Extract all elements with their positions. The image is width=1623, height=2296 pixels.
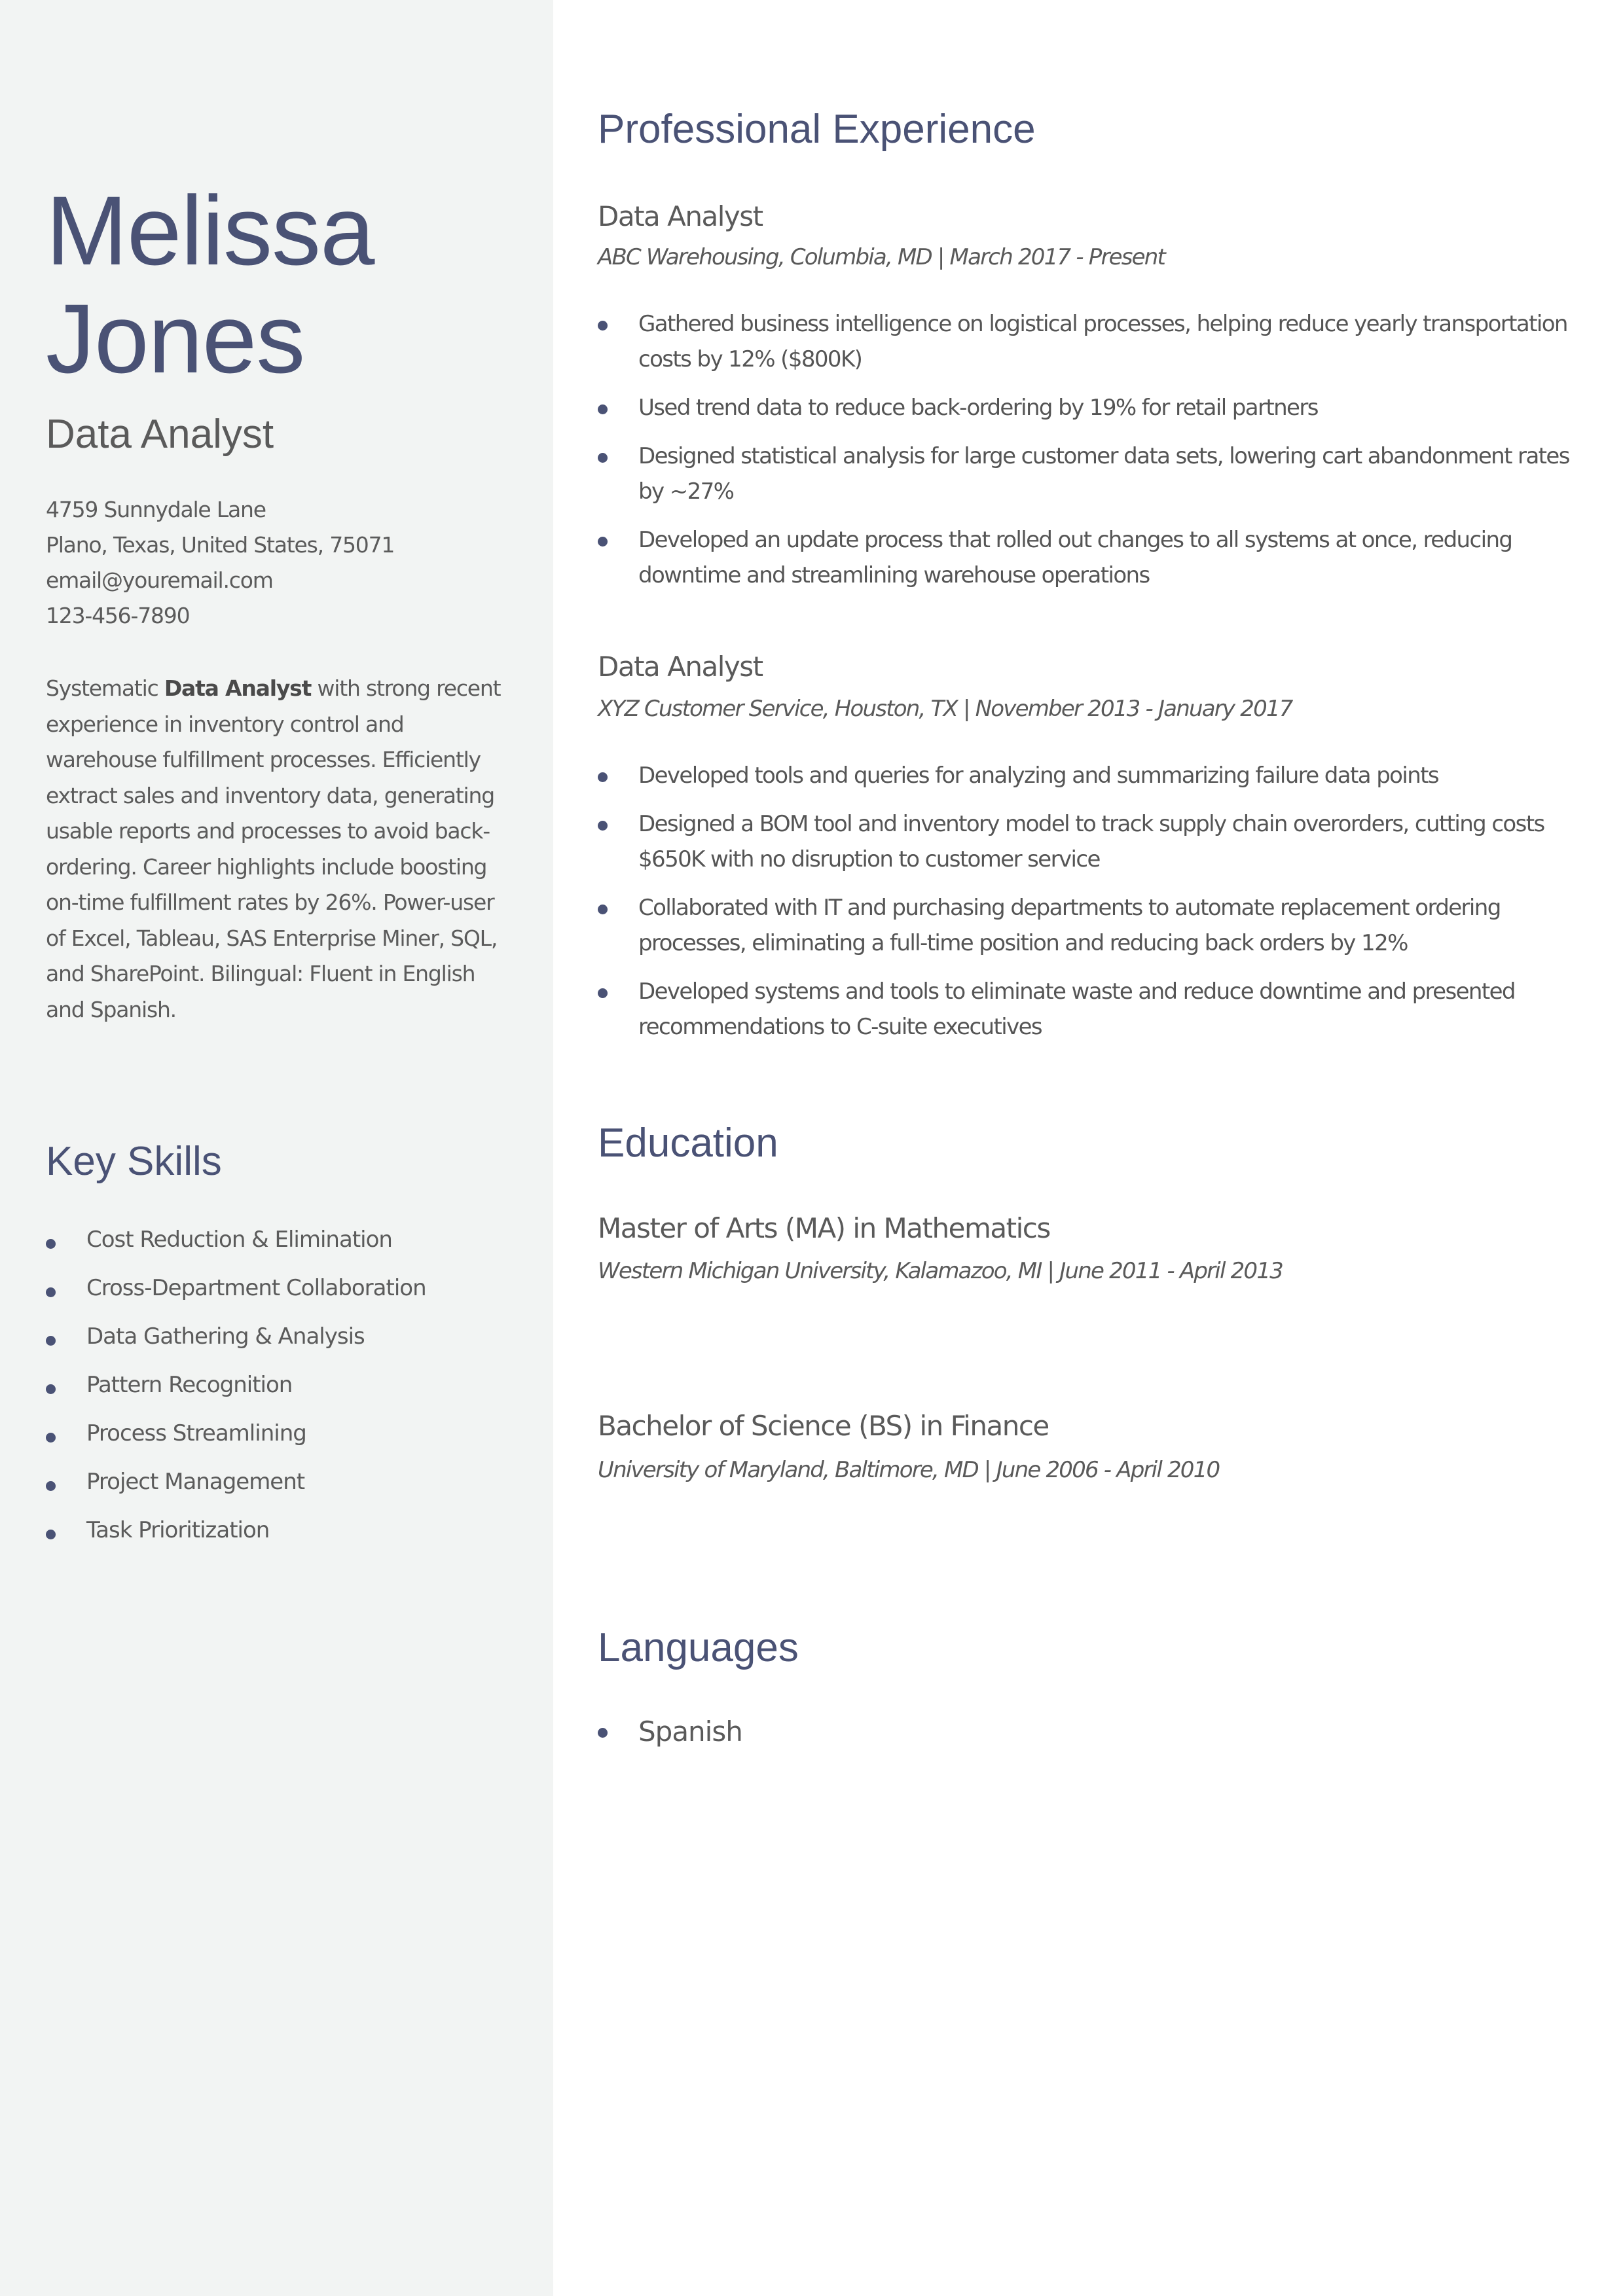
bullet-text: Developed tools and queries for analyzing and summarizing failure data points [638,762,1439,789]
summary-text: with strong recent experience in inventory control and warehouse fulfillment processes. Efficiently extract sales and inventory data, generating usable reports and processes to avoid back-ordering. Career highlights include boosting on-time fulfillment rates by 26%. Power-user of Excel, Tableau, SAS Enterprise Miner, SQL, and SharePoint. Bilingual: Fluent in English and Spanish. [46,675,501,1022]
bullet-icon [46,1336,56,1346]
contact-info [46,492,394,634]
skill-item [46,1506,426,1554]
skill-label: Cross-Department Collaboration [86,1275,426,1301]
degree-title: Master of Arts (MA) in Mathematics [598,1212,1050,1244]
degree-title: Bachelor of Science (BS) in Finance [598,1410,1049,1442]
bullet-icon [598,988,608,998]
skill-item [46,1361,426,1409]
job-bullet [598,974,1580,1045]
job-bullet [598,890,1580,961]
bullet-text: Developed systems and tools to eliminate waste and reduce downtime and presented recommendations to C-suite executives [638,978,1515,1040]
bullet-icon [46,1384,56,1394]
job-bullet [598,306,1580,377]
last-name: Jones [46,283,305,393]
job-bullets [598,306,1580,606]
bullet-icon [598,537,608,547]
language-label: Spanish [638,1715,742,1748]
skill-item [46,1312,426,1361]
bullet-icon [598,321,608,331]
bullet-icon [46,1530,56,1539]
address-line-1: 4759 Sunnydale Lane [46,497,266,522]
degree-meta: Western Michigan University, Kalamazoo, MI | June 2011 - April 2013 [598,1258,1283,1284]
skill-item [46,1409,426,1458]
education-heading: Education [598,1121,778,1166]
degree-meta: University of Maryland, Baltimore, MD | June 2006 - April 2010 [598,1457,1220,1483]
skill-label: Data Gathering & Analysis [86,1323,365,1350]
job-meta: ABC Warehousing, Columbia, MD | March 2017 - Present [598,244,1165,270]
job-meta: XYZ Customer Service, Houston, TX | November 2013 - January 2017 [598,696,1292,722]
bullet-icon [46,1481,56,1491]
skills-list [46,1215,426,1554]
bullet-icon [598,453,608,463]
skill-label: Project Management [86,1469,305,1495]
job-title-headline: Data Analyst [46,412,274,457]
professional-summary [46,671,517,1028]
bullet-icon [46,1433,56,1443]
job-title: Data Analyst [598,200,763,232]
bullet-text: Developed an update process that rolled out changes to all systems at once, reducing downtime and streamlining warehouse operations [638,527,1512,588]
language-item [598,1713,742,1750]
skill-label: Process Streamlining [86,1420,306,1446]
candidate-name [46,177,374,393]
bullet-text: Collaborated with IT and purchasing departments to automate replacement ordering processes, eliminating a full-time position and reducing back orders by 12% [638,895,1501,956]
skill-item [46,1458,426,1506]
skill-label: Task Prioritization [86,1517,270,1543]
job-bullet [598,390,1580,425]
job-bullet [598,758,1580,793]
languages-heading: Languages [598,1625,799,1670]
first-name: Melissa [46,175,374,285]
bullet-icon [598,905,608,914]
summary-prefix: Systematic [46,675,164,701]
job-bullets [598,758,1580,1058]
job-title: Data Analyst [598,651,763,683]
bullet-icon [598,821,608,831]
phone: 123-456-7890 [46,603,190,628]
skill-item [46,1264,426,1312]
job-bullet [598,806,1580,877]
bullet-text: Gathered business intelligence on logistical processes, helping reduce yearly transportation costs by 12% ($800K) [638,311,1567,372]
summary-bold-title: Data Analyst [164,675,312,701]
experience-heading: Professional Experience [598,107,1036,152]
skill-label: Cost Reduction & Elimination [86,1227,392,1253]
email[interactable]: email@youremail.com [46,567,273,593]
job-bullet [598,522,1580,593]
bullet-text: Used trend data to reduce back-ordering by 19% for retail partners [638,395,1318,421]
bullet-icon [598,1728,608,1738]
bullet-icon [598,772,608,782]
job-bullet [598,439,1580,509]
bullet-icon [46,1239,56,1249]
bullet-icon [46,1287,56,1297]
skill-label: Pattern Recognition [86,1372,293,1398]
bullet-icon [598,404,608,414]
bullet-text: Designed a BOM tool and inventory model to track supply chain overorders, cutting costs $650K with no disruption to customer service [638,811,1544,872]
bullet-text: Designed statistical analysis for large customer data sets, lowering cart abandonment rates by ~27% [638,443,1569,505]
key-skills-heading: Key Skills [46,1139,222,1184]
skill-item [46,1215,426,1264]
address-line-2: Plano, Texas, United States, 75071 [46,532,395,558]
